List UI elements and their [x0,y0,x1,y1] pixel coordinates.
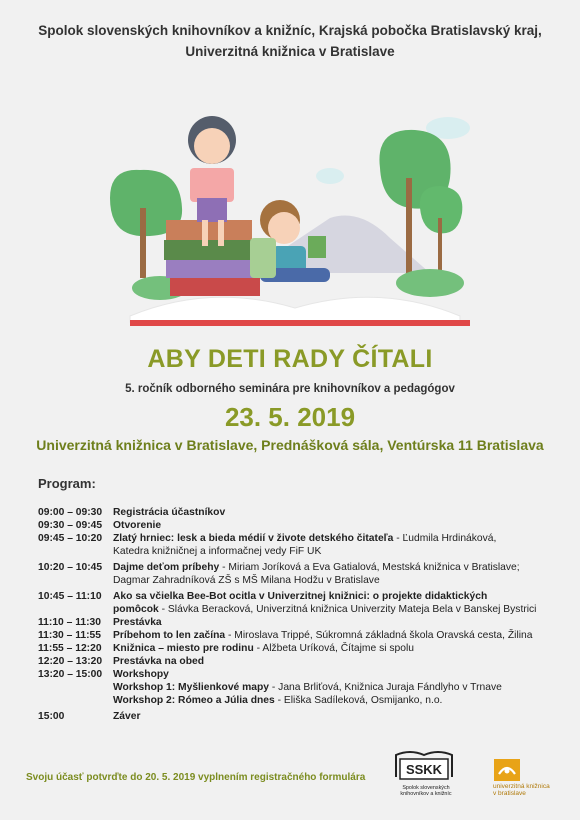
ukb-logo-caption: univerzitná knižnica v bratislave [493,783,550,797]
program-item [38,710,568,723]
program-title: Ako sa včielka Bee-Bot ocitla v Univerzitnej knižnici: o projekte didaktických [113,591,488,602]
bush [396,269,464,297]
program-extra: Katedra knižničnej a informačnej vedy FiF UK [113,546,322,557]
event-venue: Univerzitná knižnica v Bratislave, Prednášková sála, Ventúrska 11 Bratislava [36,437,544,453]
boy-book [308,236,326,258]
event-title: ABY DETI RADY ČÍTALI [147,345,433,373]
program-item [38,616,568,629]
program-title: Prestávka na obed [113,656,204,667]
boy-backpack [250,238,276,278]
program-time: 10:45 – 11:10 [38,591,102,602]
book-stack-purple [166,260,258,278]
workshop-title: Workshop 2: Rómeo a Júlia dnes [113,695,275,706]
program-time: 15:00 [38,711,65,722]
program-title: Záver [113,711,141,722]
program-item [38,506,568,519]
program-title: Workshopy [113,669,169,680]
program-time: 11:30 – 11:55 [38,630,101,641]
program-title: Príbehom to len začína [113,630,226,641]
program-extra: Dagmar Zahradníková ZŠ s MŠ Milana Hodžu v Bratislave [113,575,380,586]
book-stack-red [170,278,260,296]
program-extra: - Slávka Beracková, Univerzitná knižnica Univerzity Mateja Bela v Banskej Bystrici [158,604,537,615]
girl-book [190,168,234,202]
workshop-detail: - Jana Brliťová, Knižnica Juraja Fándlyho v Trnave [269,682,502,693]
program-detail: - Ľudmila Hrdináková, [393,533,497,544]
event-date: 23. 5. 2019 [224,402,356,432]
program-title: Dajme deťom príbehy [113,562,220,573]
program-heading: Program: [38,476,96,491]
open-book-cover [130,320,470,326]
program-item [38,668,568,707]
program-title: Zlatý hrniec: lesk a bieda médií v živote detského čitateľa [113,533,394,544]
program-schedule [38,506,568,723]
ukb-logo [493,758,521,782]
program-title: Knižnica – miesto pre rodinu [113,643,254,654]
workshop-detail: - Eliška Sadíleková, Osmijanko, n.o. [274,695,443,706]
program-time: 11:55 – 12:20 [38,643,102,654]
cloud-shape [316,168,344,184]
header-organizers: Spolok slovenských knihovníkov a knižníc, Krajská pobočka Bratislavský kraj, [38,23,542,38]
program-title-continued: pomôcok [113,604,159,615]
girl-face [194,128,230,164]
header [0,20,580,62]
program-detail: - Miroslava Trippé, Súkromná základná škola Oravská cesta, Žilina [225,630,533,641]
program-item [38,561,568,587]
event-subtitle: 5. ročník odborného seminára pre knihovníkov a pedagógov [125,383,455,395]
children-reading-illustration [100,108,490,333]
program-item [38,532,568,558]
sskk-logo-caption: Spolok slovenských knihovníkov a knižníc [400,785,452,797]
book-stack-green [164,240,254,260]
program-time: 09:00 – 09:30 [38,507,103,518]
girl-skirt [197,198,227,222]
header-host: Univerzitná knižnica v Bratislave [185,44,395,59]
program-item [38,655,568,668]
program-time: 09:45 – 10:20 [38,533,103,544]
program-detail: - Miriam Joríková a Eva Gatialová, Mestská knižnica v Bratislave; [219,562,520,573]
program-time: 12:20 – 13:20 [38,656,103,667]
workshop-title: Workshop 1: Myšlienkové mapy [113,682,270,693]
program-item [38,642,568,655]
sskk-mark: SSKK [405,762,443,777]
program-item [38,519,568,532]
registration-note: Svoju účasť potvrďte do 20. 5. 2019 vyplnením registračného formulára [26,772,366,783]
program-title: Registrácia účastníkov [113,507,226,518]
open-book-pages [130,297,460,322]
program-title: Otvorenie [113,520,162,531]
program-item [38,629,568,642]
program-detail: - Alžbeta Uríková, Čítajme si spolu [253,643,414,654]
program-item [38,590,568,616]
program-title: Prestávka [113,617,162,628]
program-time: 13:20 – 15:00 [38,669,103,680]
program-time: 11:10 – 11:30 [38,617,101,628]
program-time: 10:20 – 10:45 [38,562,103,573]
book-stack-orange [166,220,252,240]
program-time: 09:30 – 09:45 [38,520,103,531]
